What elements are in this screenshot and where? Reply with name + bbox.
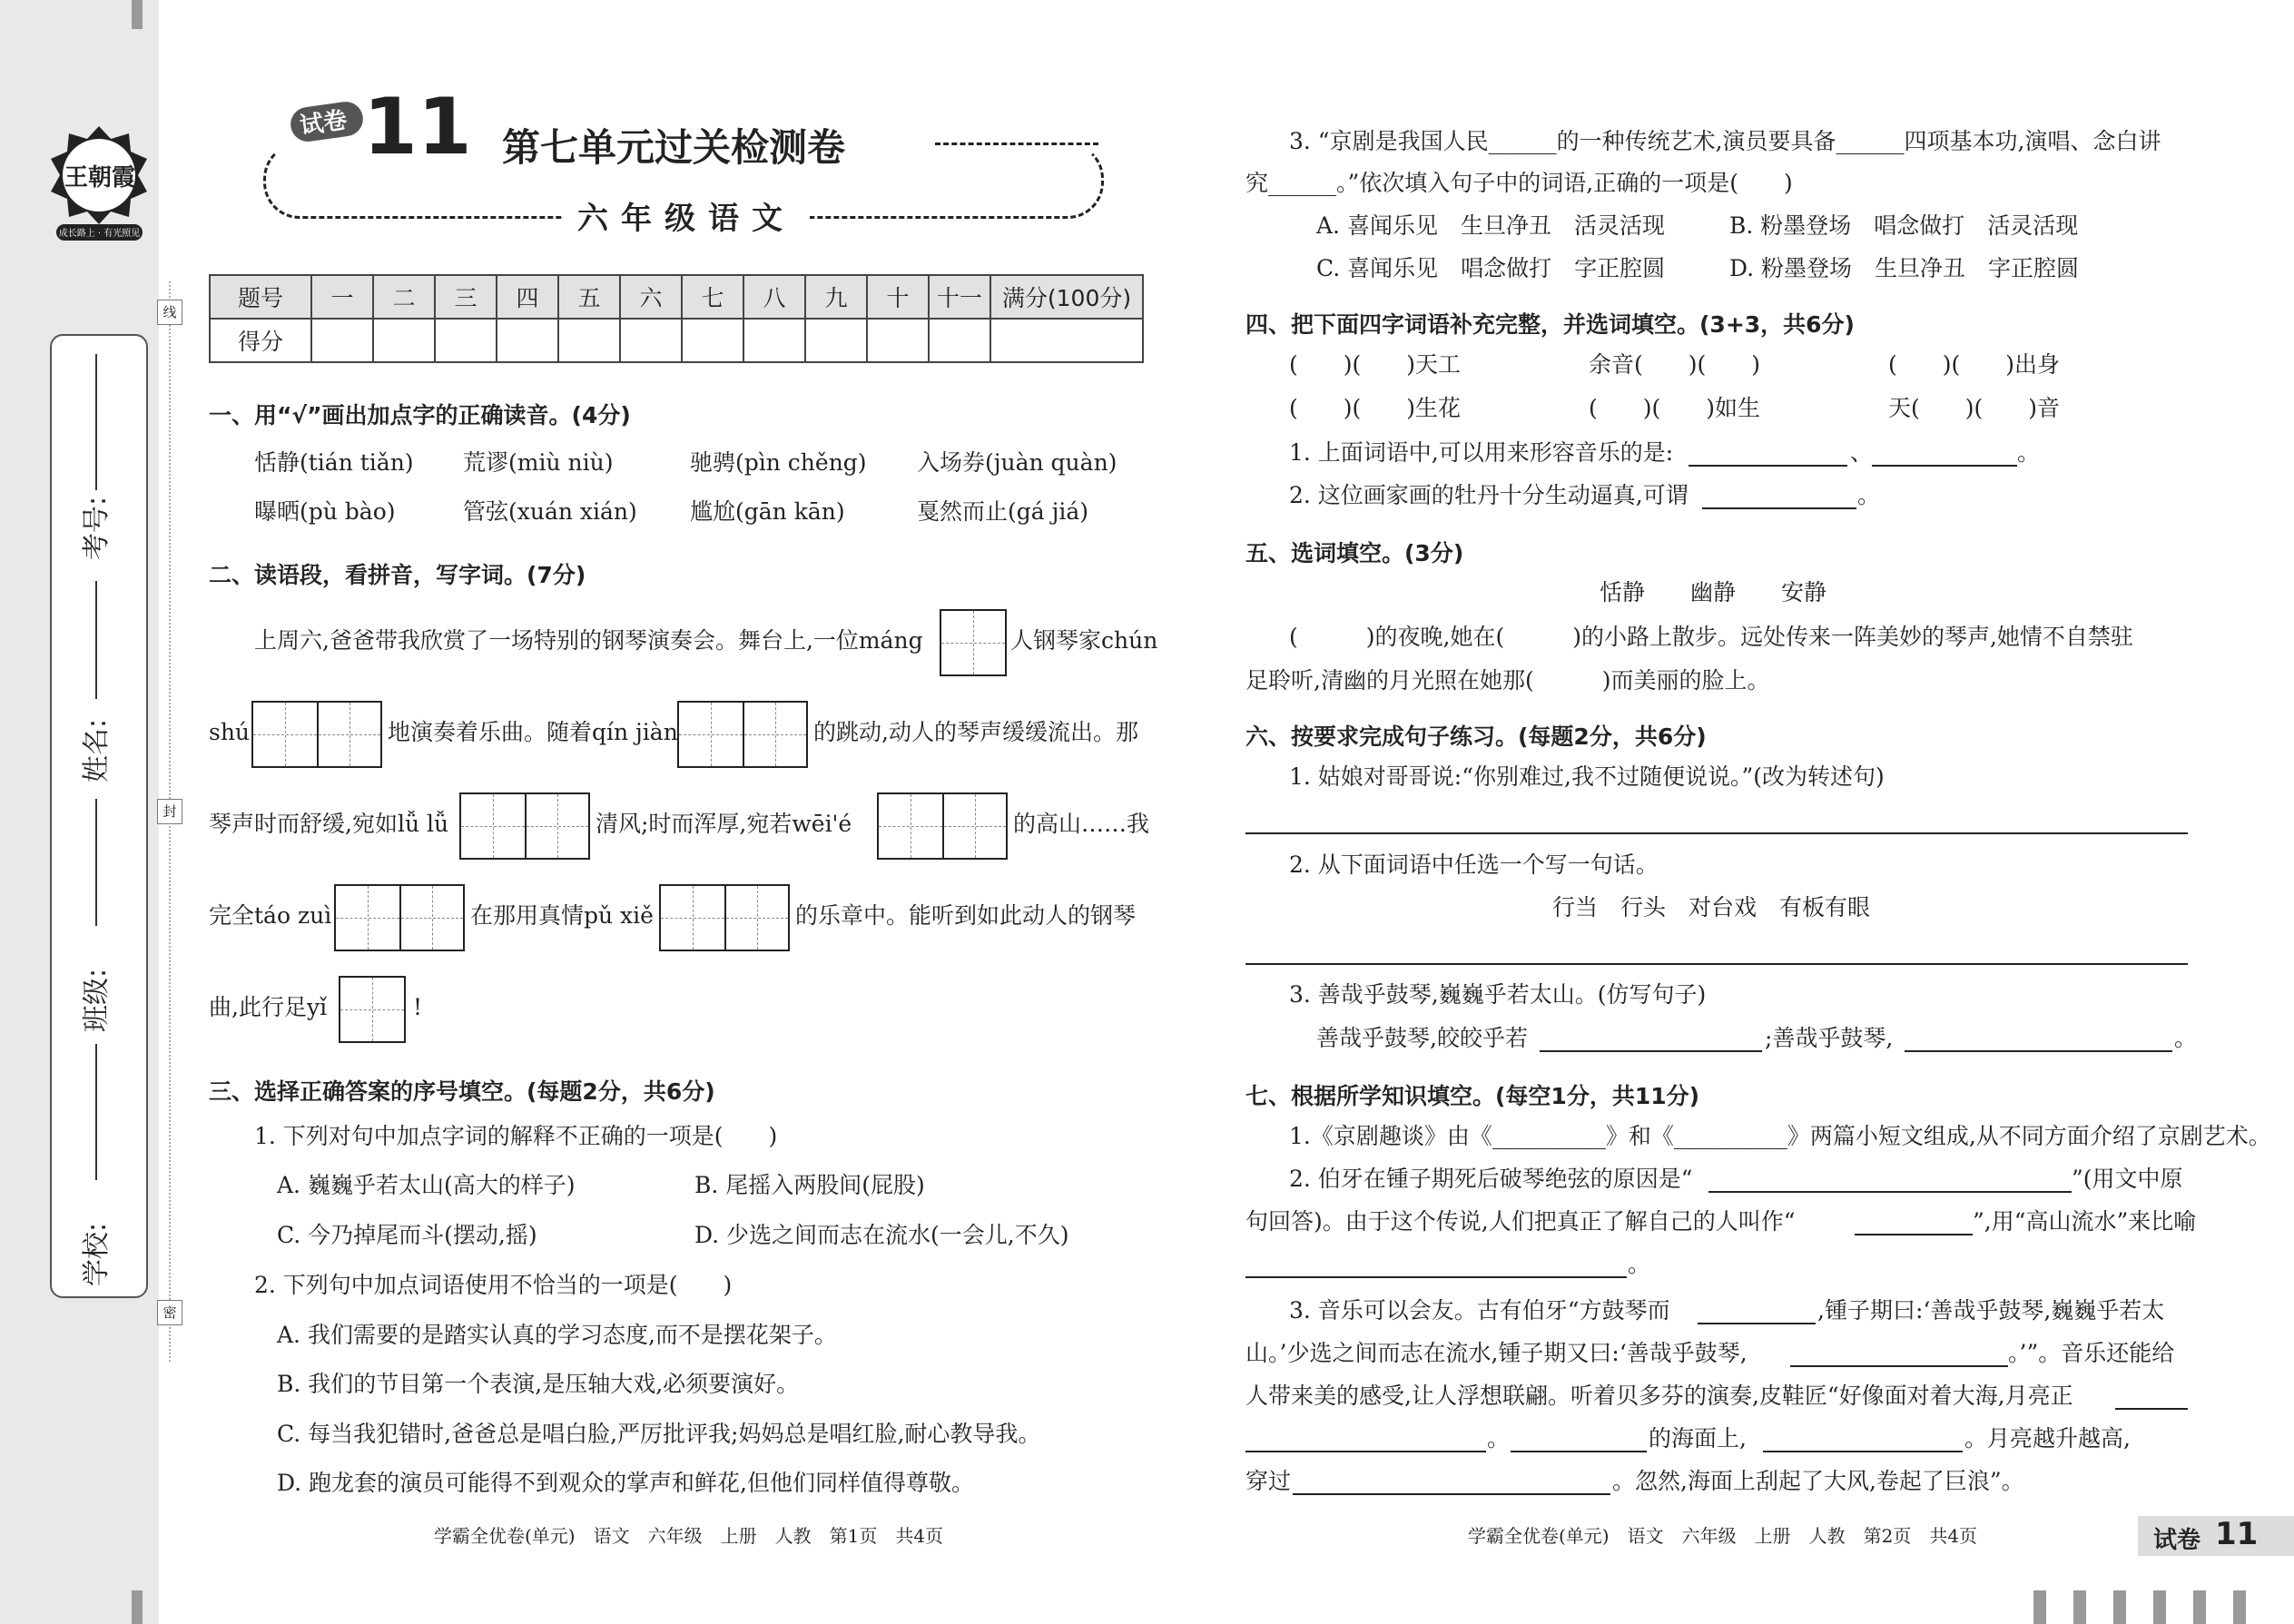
footer-badge-tag: 试卷	[2153, 1527, 2201, 1554]
answer-blank[interactable]	[1540, 1050, 1762, 1052]
exam-no-line	[95, 354, 97, 490]
s4-idiom: ( )( )生花	[1289, 395, 1462, 421]
s7-question: 。	[1487, 1425, 1511, 1452]
answer-blank[interactable]	[1905, 1050, 2172, 1052]
s1-item: 驰骋(pìn chěng)	[690, 449, 867, 476]
score-cell[interactable]	[311, 319, 373, 362]
name-label: 姓名:	[81, 718, 113, 783]
s4-end: 。	[1857, 482, 1881, 508]
s3-question: 3. “京剧是我国人民______的一种传统艺术,演员要具备______四项基本功,演唱、念白讲	[1289, 128, 2161, 154]
score-header-cell: 八	[743, 275, 805, 319]
s4-question: 1. 上面词语中,可以用来形容音乐的是:	[1289, 439, 1674, 466]
s7-question: ”(用文中原	[2072, 1166, 2183, 1192]
s6-question: 3. 善哉乎鼓琴,巍巍乎若太山。(仿写句子)	[1289, 981, 1707, 1008]
school-line	[95, 1044, 97, 1180]
answer-blank[interactable]	[1855, 1234, 1973, 1235]
answer-blank[interactable]	[1790, 1365, 2008, 1367]
s4-separator: 、	[1850, 439, 1874, 466]
score-header-cell: 十一	[929, 275, 990, 319]
score-header-cell: 九	[805, 275, 867, 319]
score-table-row	[210, 319, 1143, 362]
section-3-heading: 三、选择正确答案的序号填空。(每题2分，共6分)	[209, 1078, 715, 1105]
score-header-cell: 七	[682, 275, 743, 319]
tianzige-box[interactable]	[677, 701, 808, 768]
section-1-heading: 一、用“√”画出加点字的正确读音。(4分)	[209, 402, 631, 428]
score-cell[interactable]	[558, 319, 620, 362]
s7-question: 。	[1628, 1251, 1651, 1277]
s1-item: 戛然而止(gá jiá)	[917, 498, 1089, 525]
binding-mark-bottom	[132, 1590, 143, 1624]
s3-option: C. 每当我犯错时,爸爸总是唱白脸,严厉批评我;妈妈总是唱红脸,耐心教导我。	[277, 1421, 1041, 1447]
score-header-cell: 三	[435, 275, 497, 319]
score-header-cell: 十	[867, 275, 929, 319]
answer-blank[interactable]	[2115, 1408, 2188, 1410]
answer-blank[interactable]	[1511, 1451, 1647, 1452]
school-label: 学校:	[81, 1222, 113, 1287]
s5-word-choices: 恬静 幽静 安静	[1600, 579, 1827, 605]
score-header-cell: 题号	[210, 275, 311, 319]
tianzige-box[interactable]	[334, 884, 465, 951]
s4-idiom: 余音( )( )	[1589, 351, 1761, 378]
score-cell[interactable]	[929, 319, 990, 362]
s4-idiom: ( )( )天工	[1289, 351, 1462, 378]
s3-option: A. 巍巍乎若太山(高大的样子)	[277, 1172, 576, 1198]
register-marks	[2033, 1590, 2294, 1624]
cut-mark-line: 线	[157, 300, 182, 325]
s7-question: 人带来美的感受,让人浮想联翩。听着贝多芬的演奏,皮鞋匠“好像面对着大海,月亮正	[1245, 1383, 2073, 1409]
s3-question: 2. 下列句中加点词语使用不恰当的一项是( )	[254, 1272, 733, 1298]
score-cell[interactable]	[805, 319, 867, 362]
s1-item: 恬静(tián tiǎn)	[254, 449, 414, 476]
class-label: 班级:	[81, 968, 113, 1033]
section-6-heading: 六、按要求完成句子练习。(每题2分，共6分)	[1245, 723, 1707, 750]
score-header-cell: 满分(100分)	[990, 275, 1143, 319]
tianzige-box[interactable]	[940, 609, 1007, 676]
student-info-box	[50, 334, 148, 1298]
s1-item: 管弦(xuán xián)	[463, 498, 637, 525]
score-cell[interactable]	[990, 319, 1143, 362]
section-4-heading: 四、把下面四字词语补充完整，并选词填空。(3+3，共6分)	[1245, 311, 1855, 338]
answer-line[interactable]	[1245, 963, 2188, 965]
s2-text: 地演奏着乐曲。随着qín jiàn	[388, 719, 678, 745]
answer-blank[interactable]	[1872, 465, 2017, 467]
cut-mark-seal: 封	[157, 799, 182, 824]
header-dash-right	[935, 143, 1098, 145]
s4-idiom: 天( )( )音	[1888, 395, 2061, 421]
s3-option: B. 尾摇入两股间(屁股)	[694, 1172, 925, 1198]
s1-item: 曝晒(pù bào)	[254, 498, 396, 525]
s2-text: 在那用真情pǔ xiě	[470, 902, 654, 929]
publisher-logo	[47, 123, 152, 245]
score-cell[interactable]	[373, 319, 435, 362]
s7-question: 1.《京剧趣谈》由《__________》和《__________》两篇小短文组成,从不同方面介绍了京剧艺术。	[1289, 1123, 2271, 1149]
s2-text: 琴声时而舒缓,宛如lǚ lǚ	[209, 811, 449, 837]
s3-option: D. 粉墨登场 生旦净丑 字正腔圆	[1729, 255, 2080, 281]
s7-question: 句回答)。由于这个传说,人们把真正了解自己的人叫作“	[1245, 1208, 1796, 1235]
footer-badge-num: 11	[2215, 1516, 2259, 1552]
s4-end: 。	[2017, 439, 2041, 466]
s7-question: 山。’少选之间而志在流水,锺子期又曰:‘善哉乎鼓琴,	[1245, 1340, 1748, 1366]
tianzige-box[interactable]	[659, 884, 790, 951]
answer-blank[interactable]	[1708, 1191, 2072, 1193]
s1-item: 尴尬(gān kān)	[690, 498, 845, 525]
s5-passage: ( )的夜晚,她在( )的小路上散步。远处传来一阵美妙的琴声,她情不自禁驻	[1289, 624, 2133, 650]
s2-text: 人钢琴家chún	[1010, 627, 1158, 654]
s2-text: !	[413, 994, 423, 1020]
s6-word-choices: 行当 行头 对台戏 有板有眼	[1552, 894, 1871, 920]
answer-blank[interactable]	[1698, 1323, 1816, 1324]
s2-text: 清风;时而浑厚,宛若wēi'é	[596, 811, 852, 837]
tianzige-box[interactable]	[251, 701, 382, 768]
s3-option: A. 我们需要的是踏实认真的学习态度,而不是摆花架子。	[277, 1322, 837, 1348]
tianzige-box[interactable]	[339, 976, 406, 1043]
s4-idiom: ( )( )如生	[1589, 395, 1761, 421]
score-header-cell: 二	[373, 275, 435, 319]
header-tag-label: 试卷	[298, 106, 350, 141]
s1-item: 荒谬(miù niù)	[463, 449, 614, 476]
footer-right: 学霸全优卷(单元) 语文 六年级 上册 人教 第2页 共4页	[1468, 1525, 1978, 1547]
score-cell[interactable]	[867, 319, 929, 362]
s7-question: 2. 伯牙在锺子期死后破琴绝弦的原因是“	[1289, 1166, 1693, 1192]
s2-text: 的乐章中。能听到如此动人的钢琴	[795, 902, 1137, 929]
score-header-cell: 一	[311, 275, 373, 319]
s2-text: 的跳动,动人的琴声缓缓流出。那	[813, 719, 1138, 745]
score-cell[interactable]	[743, 319, 805, 362]
cut-mark-fold: 密	[157, 1300, 182, 1325]
tianzige-box[interactable]	[459, 792, 590, 860]
score-header-cell: 四	[497, 275, 558, 319]
s4-idiom: ( )( )出身	[1888, 351, 2061, 378]
s2-text: 的高山……我	[1013, 811, 1150, 837]
s3-option: D. 少选之间而志在流水(一会儿,不久)	[694, 1222, 1069, 1248]
s3-question: 1. 下列对句中加点字词的解释不正确的一项是( )	[254, 1123, 778, 1149]
s2-text: 上周六,爸爸带我欣赏了一场特别的钢琴演奏会。舞台上,一位máng	[254, 627, 923, 654]
answer-blank[interactable]	[1293, 1493, 1610, 1495]
s7-question: 。月亮越升越高,	[1964, 1425, 2131, 1452]
answer-blank[interactable]	[1245, 1276, 1627, 1278]
s3-option: B. 粉墨登场 唱念做打 活灵活现	[1729, 212, 2079, 239]
score-header-cell: 五	[558, 275, 620, 319]
s3-option: D. 跑龙套的演员可能得不到观众的掌声和鲜花,但他们同样值得尊敬。	[277, 1470, 974, 1496]
score-row-label: 得分	[210, 319, 311, 362]
score-cell[interactable]	[620, 319, 682, 362]
class-line	[95, 799, 97, 926]
score-header-cell: 六	[620, 275, 682, 319]
page-title: 第七单元过关检测卷	[502, 125, 846, 170]
s7-question: 。忽然,海面上刮起了大风,卷起了巨浪”。	[1612, 1468, 2024, 1494]
score-cell[interactable]	[497, 319, 558, 362]
logo-slogan: 成长路上 · 有光照见	[58, 229, 141, 239]
s6-question: 2. 从下面词语中任选一个写一句话。	[1289, 851, 1659, 878]
score-cell[interactable]	[682, 319, 743, 362]
answer-blank[interactable]	[1245, 1451, 1486, 1452]
section-5-heading: 五、选词填空。(3分)	[1245, 540, 1464, 566]
s7-question: 3. 音乐可以会友。古有伯牙“方鼓琴而	[1289, 1297, 1670, 1324]
s3-option: B. 我们的节目第一个表演,是压轴大戏,必须要演好。	[277, 1371, 800, 1397]
section-7-heading: 七、根据所学知识填空。(每空1分，共11分)	[1245, 1083, 1700, 1109]
answer-blank[interactable]	[1702, 507, 1856, 509]
answer-blank[interactable]	[1763, 1451, 1963, 1452]
s3-option: A. 喜闻乐见 生旦净丑 活灵活现	[1316, 212, 1665, 239]
s2-text: 曲,此行足yǐ	[209, 994, 328, 1020]
s2-text: 完全táo zuì	[209, 902, 332, 929]
header-number: 11	[363, 82, 472, 172]
score-table-header	[210, 275, 1143, 319]
s7-question: ,锺子期曰:‘善哉乎鼓琴,巍巍乎若太	[1817, 1297, 2165, 1324]
footer-left: 学霸全优卷(单元) 语文 六年级 上册 人教 第1页 共4页	[434, 1525, 944, 1547]
exam-no-label: 考号:	[81, 496, 113, 561]
score-cell[interactable]	[435, 319, 497, 362]
s2-text: shú	[209, 719, 251, 745]
s4-question: 2. 这位画家画的牡丹十分生动逼真,可谓	[1289, 482, 1689, 508]
section-2-heading: 二、读语段，看拼音，写字词。(7分)	[209, 562, 586, 588]
name-line	[95, 581, 97, 699]
answer-line[interactable]	[1245, 832, 2188, 834]
binding-mark-top	[132, 0, 143, 29]
s3-question: 究______。”依次填入句子中的词语,正确的一项是( )	[1245, 170, 1793, 196]
s6-question: 1. 姑娘对哥哥说:“你别难过,我不过随便说说。”(改为转述句)	[1289, 763, 1885, 790]
answer-blank[interactable]	[1689, 465, 1847, 467]
s7-question: 穿过	[1245, 1468, 1292, 1494]
s6-text: 。	[2174, 1025, 2198, 1051]
page-subtitle: 六年级语文	[563, 193, 810, 238]
s6-text: 善哉乎鼓琴,皎皎乎若	[1316, 1025, 1528, 1051]
s6-text: ;善哉乎鼓琴,	[1765, 1025, 1894, 1051]
score-table	[209, 274, 1144, 363]
s3-option: C. 今乃掉尾而斗(摆动,摇)	[277, 1222, 537, 1248]
s7-question: 的海面上,	[1649, 1425, 1747, 1452]
s1-item: 入场券(juàn quàn)	[917, 449, 1117, 476]
logo-name: 王朝霞	[64, 164, 135, 192]
tianzige-box[interactable]	[877, 792, 1008, 860]
s5-passage: 足聆听,清幽的月光照在她那( )而美丽的脸上。	[1245, 667, 1770, 694]
s7-question: ”,用“高山流水”来比喻	[1973, 1208, 2197, 1235]
s7-question: 。’”。音乐还能给	[2008, 1340, 2175, 1366]
s3-option: C. 喜闻乐见 唱念做打 字正腔圆	[1316, 255, 1666, 281]
